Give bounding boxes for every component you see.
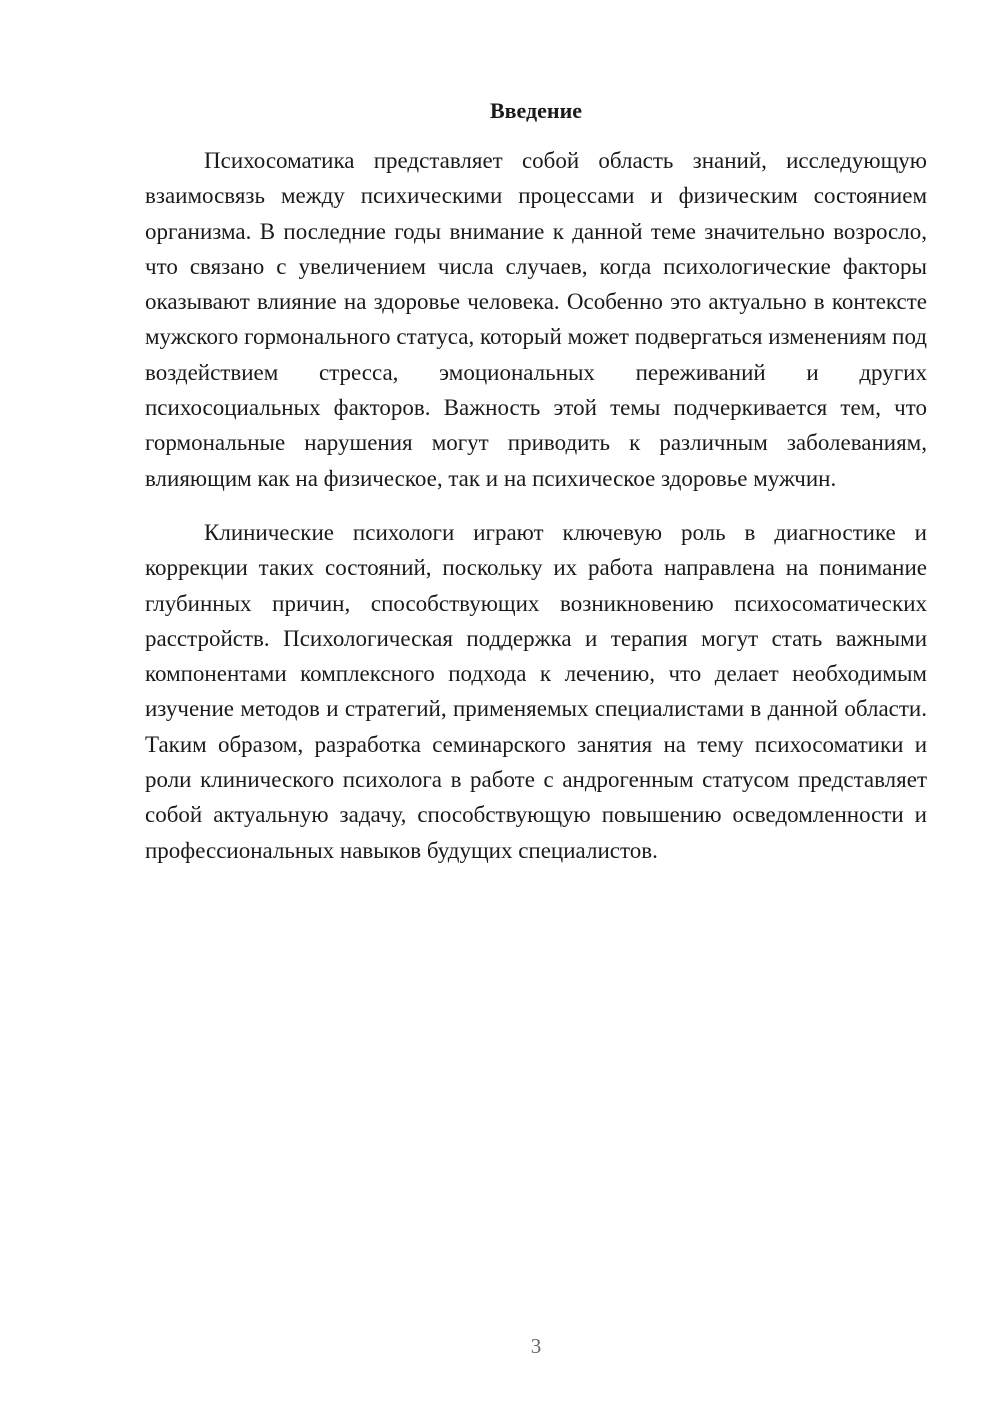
page-number: 3: [530, 1334, 542, 1358]
section-heading: Введение: [489, 98, 583, 123]
paragraph-1: Психосоматика представляет собой область знаний, исследующую взаимосвязь между психическими процессами и физическим состоянием организма. В последние годы внимание к данной теме значительно возросло, что связано с увеличением числа случаев, когда психологические факторы оказывают влияние на здоровье человека. Особенно это актуально в контексте мужского гормонального статуса, который может подвергаться изменениям под воздействием стресса, эмоциональных переживаний и других психосоциальных факторов. Важность этой темы подчеркивается тем, что гормональные нарушения могут приводить к различным заболеваниям, влияющим как на физическое, так и на психическое здоровье мужчин.: [145, 148, 927, 491]
paragraph-2: Клинические психологи играют ключевую роль в диагностике и коррекции таких состояний, поскольку их работа направлена на понимание глубинных причин, способствующих возникновению психосоматических расстройств. Психологическая поддержка и терапия могут стать важными компонентами комплексного подхода к лечению, что делает необходимым изучение методов и стратегий, применяемых специалистами в данной области. Таким образом, разработка семинарского занятия на тему психосоматики и роли клинического психолога в работе с андрогенным статусом представляет собой актуальную задачу, способствующую повышению осведомленности и профессиональных навыков будущих специалистов.: [145, 519, 927, 863]
body-text: [145, 143, 927, 868]
